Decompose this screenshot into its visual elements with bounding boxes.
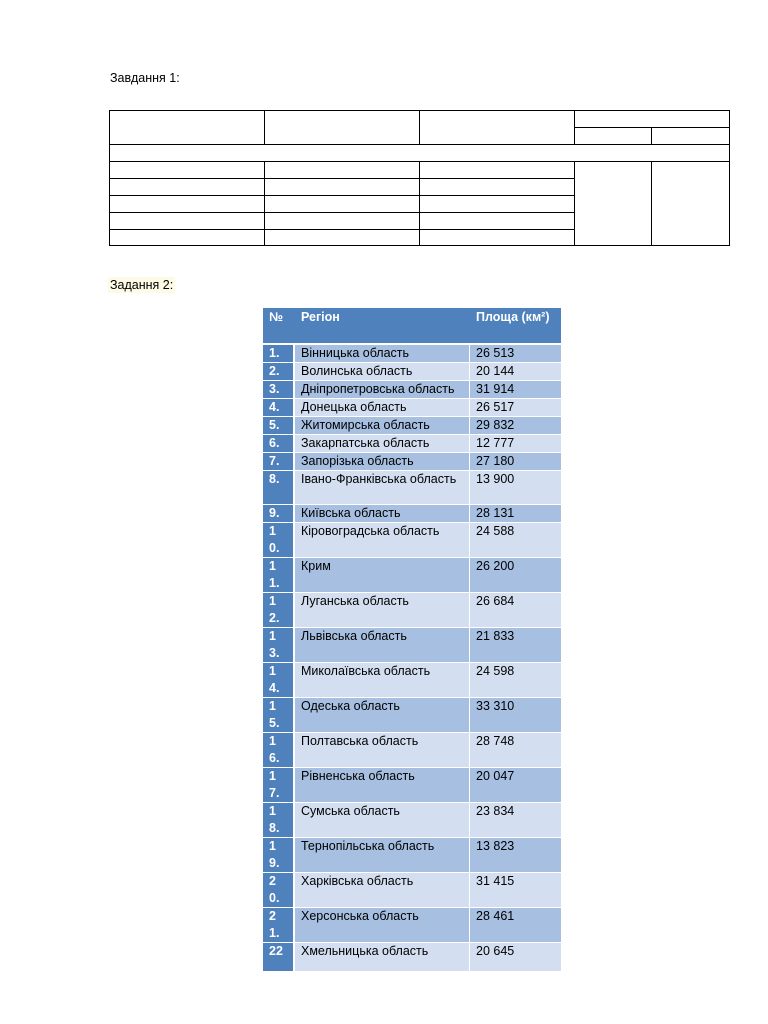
row-area: 26 200 (470, 558, 561, 593)
table-row (263, 558, 561, 593)
row-area: 13 823 (470, 838, 561, 873)
row-region: Вінницька область (295, 345, 470, 363)
row-region: Крим (295, 558, 470, 593)
task1-heading: Завдання 1: (110, 71, 180, 85)
row-area: 27 180 (470, 453, 561, 471)
row-region: Дніпропетровська область (295, 381, 470, 399)
row-number: 14. (263, 663, 295, 698)
grid-cell (265, 179, 420, 196)
table-row (263, 381, 561, 399)
row-area: 26 684 (470, 593, 561, 628)
table-row (263, 435, 561, 453)
row-number: 17. (263, 768, 295, 803)
row-number: 7. (263, 453, 295, 471)
row-area: 26 517 (470, 399, 561, 417)
grid-cell (420, 213, 575, 230)
row-area: 12 777 (470, 435, 561, 453)
row-number: 18. (263, 803, 295, 838)
row-number: 15. (263, 698, 295, 733)
table-row (263, 838, 561, 873)
row-number: 10. (263, 523, 295, 558)
grid-cell (575, 111, 730, 128)
grid-cell (652, 128, 730, 145)
table-row (263, 803, 561, 838)
row-number: 20. (263, 873, 295, 908)
table-row (263, 399, 561, 417)
row-area: 31 914 (470, 381, 561, 399)
table-row (263, 363, 561, 381)
row-area: 20 144 (470, 363, 561, 381)
row-region: Хмельницька область (295, 943, 470, 972)
table-row (263, 345, 561, 363)
grid-cell (420, 162, 575, 179)
row-number: 8. (263, 471, 295, 505)
row-region: Рівненська область (295, 768, 470, 803)
grid-cell (110, 111, 265, 145)
grid-cell (110, 179, 265, 196)
grid-cell (420, 111, 575, 145)
row-area: 28 461 (470, 908, 561, 943)
grid-cell (575, 162, 652, 246)
task1-empty-table (109, 110, 730, 246)
row-region: Сумська область (295, 803, 470, 838)
row-number: 9. (263, 505, 295, 523)
row-region: Полтавська область (295, 733, 470, 768)
row-region: Луганська область (295, 593, 470, 628)
row-number: 6. (263, 435, 295, 453)
row-area: 29 832 (470, 417, 561, 435)
row-region: Тернопільська область (295, 838, 470, 873)
grid-cell (265, 196, 420, 213)
row-region: Харківська область (295, 873, 470, 908)
row-region: Кіровоградська область (295, 523, 470, 558)
table-row (263, 523, 561, 558)
row-number: 11. (263, 558, 295, 593)
row-area: 24 598 (470, 663, 561, 698)
row-number: 19. (263, 838, 295, 873)
row-region: Херсонська область (295, 908, 470, 943)
row-number: 3. (263, 381, 295, 399)
row-number: 1. (263, 345, 295, 363)
table-row (263, 943, 561, 972)
row-number: 4. (263, 399, 295, 417)
table-row (263, 663, 561, 698)
row-region: Закарпатська область (295, 435, 470, 453)
table-row (263, 471, 561, 505)
table-header-row (263, 308, 561, 345)
row-area: 23 834 (470, 803, 561, 838)
grid-cell (110, 162, 265, 179)
grid-cell (420, 179, 575, 196)
grid-cell (265, 213, 420, 230)
row-area: 28 131 (470, 505, 561, 523)
row-area: 20 047 (470, 768, 561, 803)
grid-cell (652, 162, 730, 246)
row-area: 13 900 (470, 471, 561, 505)
grid-cell (420, 196, 575, 213)
row-area: 26 513 (470, 345, 561, 363)
table-row (263, 593, 561, 628)
table-row (263, 505, 561, 523)
grid-cell (265, 162, 420, 179)
table-row (263, 453, 561, 471)
row-region: Донецька область (295, 399, 470, 417)
regions-table (263, 308, 561, 972)
row-number: 2. (263, 363, 295, 381)
row-area: 33 310 (470, 698, 561, 733)
row-region: Івано-Франківська область (295, 471, 470, 505)
row-number: 22 (263, 943, 295, 972)
row-number: 16. (263, 733, 295, 768)
grid-merged-row (110, 145, 730, 162)
row-region: Миколаївська область (295, 663, 470, 698)
row-area: 24 588 (470, 523, 561, 558)
row-area: 20 645 (470, 943, 561, 972)
row-number: 21. (263, 908, 295, 943)
row-number: 13. (263, 628, 295, 663)
row-area: 28 748 (470, 733, 561, 768)
table-row (263, 908, 561, 943)
grid-cell (110, 230, 265, 246)
table-row (263, 768, 561, 803)
row-region: Одеська область (295, 698, 470, 733)
grid-cell (265, 230, 420, 246)
row-region: Київська область (295, 505, 470, 523)
table-row (263, 733, 561, 768)
row-region: Запорізька область (295, 453, 470, 471)
row-area: 21 833 (470, 628, 561, 663)
row-region: Житомирська область (295, 417, 470, 435)
grid-cell (265, 111, 420, 145)
row-area: 31 415 (470, 873, 561, 908)
grid-cell (110, 213, 265, 230)
grid-cell (420, 230, 575, 246)
task2-heading: Задання 2: (110, 278, 174, 292)
row-region: Волинська область (295, 363, 470, 381)
table-row (263, 417, 561, 435)
grid-cell (575, 128, 652, 145)
row-number: 5. (263, 417, 295, 435)
header-number: № (263, 308, 295, 345)
table-row (263, 873, 561, 908)
grid-cell (110, 196, 265, 213)
table-row (263, 628, 561, 663)
header-area: Площа (км²) (470, 308, 561, 345)
table-row (263, 698, 561, 733)
row-region: Львівська область (295, 628, 470, 663)
header-region: Регіон (295, 308, 470, 345)
row-number: 12. (263, 593, 295, 628)
